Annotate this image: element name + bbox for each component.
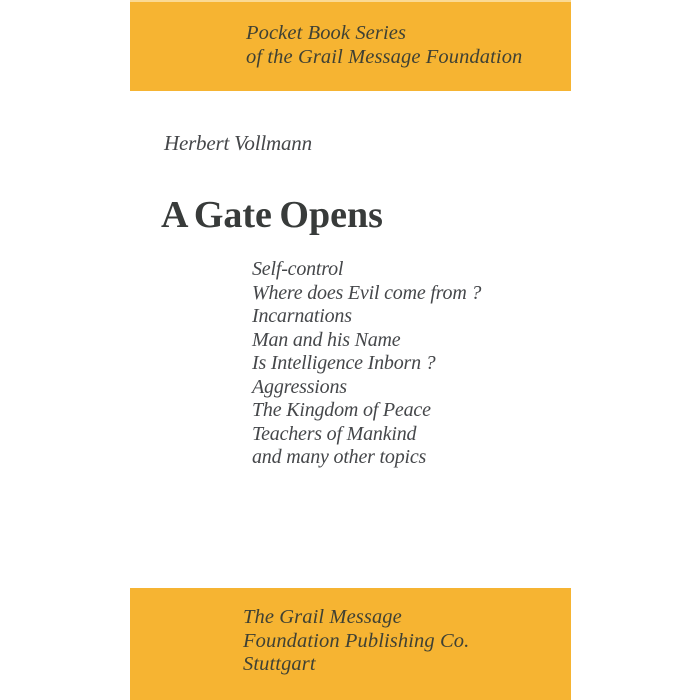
author-name: Herbert Vollmann (164, 131, 312, 155)
topic-item: and many other topics (252, 446, 427, 468)
series-line-1: Pocket Book Series (246, 22, 407, 44)
publisher-line-3: Stuttgart (243, 653, 316, 675)
topics-list (252, 258, 481, 470)
series-line-2: of the Grail Message Foundation (246, 46, 523, 68)
topic-item: Incarnations (252, 305, 352, 327)
topic-item: Man and his Name (252, 328, 401, 351)
topic-item: The Kingdom of Peace (252, 399, 431, 421)
topic-item: Aggressions (252, 375, 347, 398)
publisher-banner-text (243, 606, 469, 677)
topic-item: Is Intelligence Inborn ? (252, 352, 436, 374)
topic-item: Teachers of Mankind (252, 422, 417, 445)
book-title: A Gate Opens (161, 194, 383, 236)
publisher-line-2: Foundation Publishing Co. (243, 629, 470, 652)
series-banner (130, 0, 571, 91)
publisher-line-1: The Grail Message (243, 606, 402, 628)
publisher-banner (130, 588, 571, 700)
topic-item: Self-control (252, 258, 344, 280)
topic-item: Where does Evil come from ? (252, 281, 482, 304)
series-banner-text (246, 21, 522, 69)
